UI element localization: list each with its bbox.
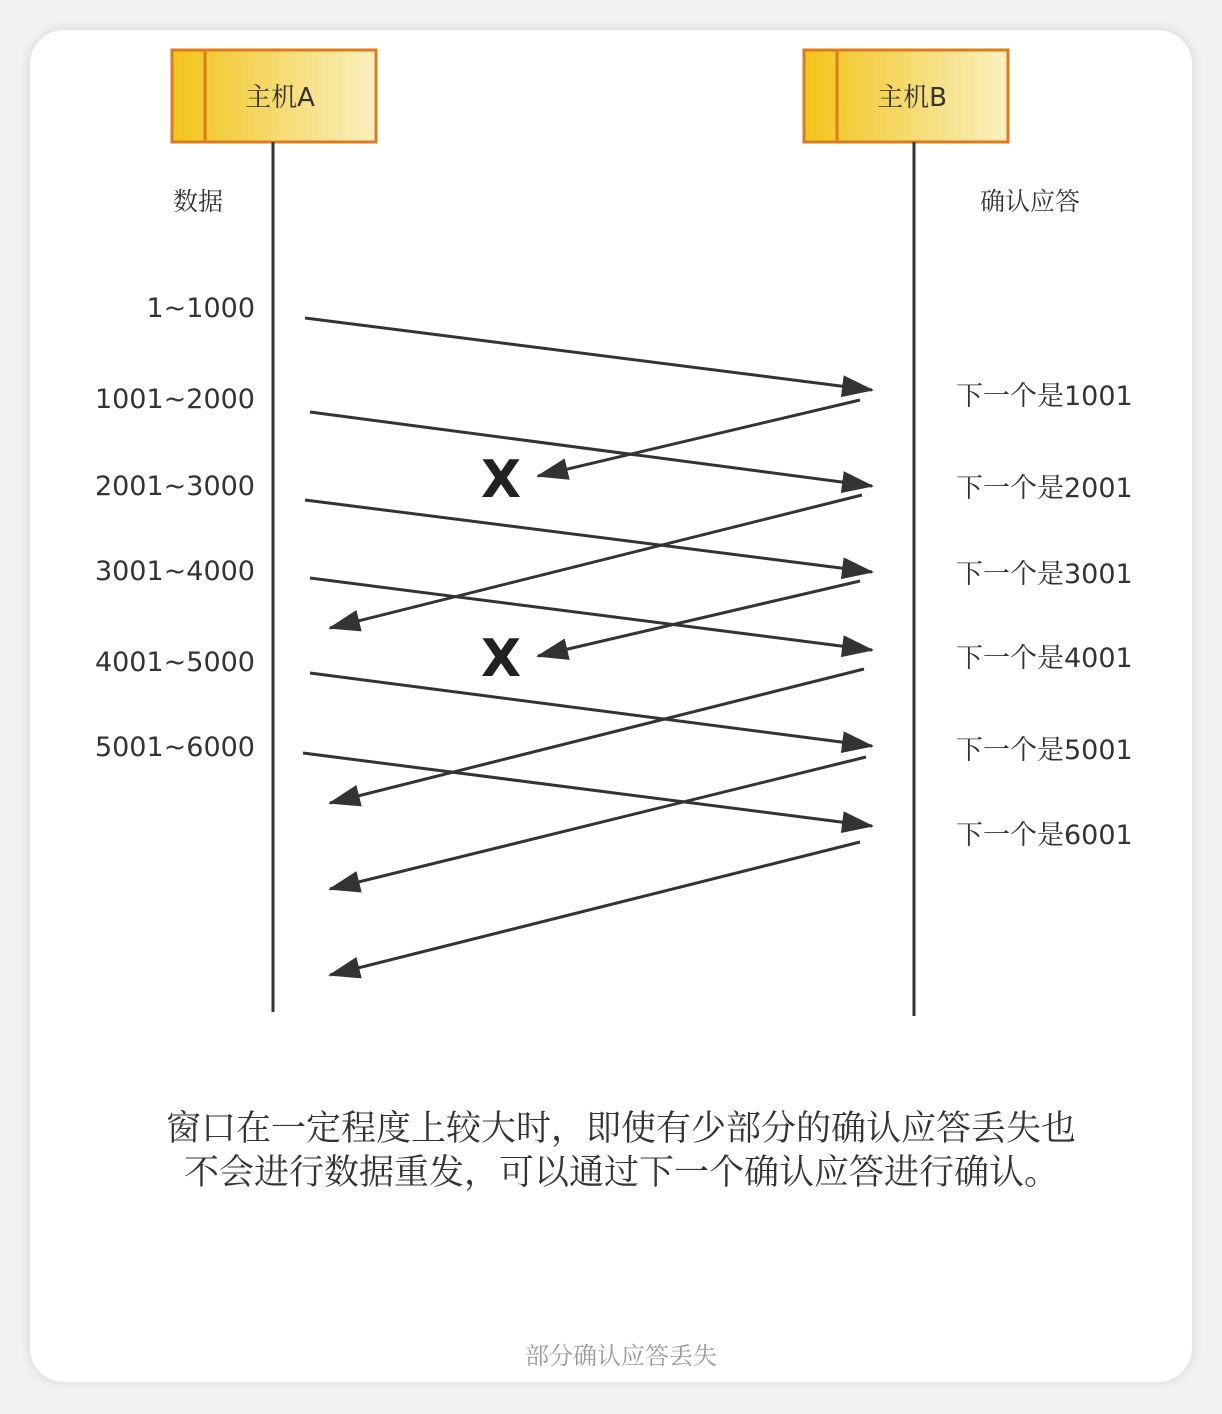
lost-ack-marker: X xyxy=(480,450,522,510)
host-b-box xyxy=(804,50,1008,142)
ack-label: 下一个是2001 xyxy=(956,473,1133,504)
segment-label: 1~1000 xyxy=(146,293,255,324)
ack-arrow xyxy=(330,757,866,889)
segment-labels xyxy=(95,293,255,763)
host-a-label: 主机A xyxy=(245,83,315,113)
segment-label: 4001~5000 xyxy=(94,647,255,678)
ack-labels xyxy=(956,381,1133,851)
lost-markers xyxy=(481,450,521,689)
data-arrow xyxy=(310,578,872,650)
data-arrow xyxy=(305,500,872,572)
ack-label: 下一个是1001 xyxy=(956,381,1133,412)
caption-line-1: 窗口在一定程度上较大时，即使有少部分的确认应答丢失也 xyxy=(166,1109,1077,1149)
ack-label: 下一个是5001 xyxy=(956,735,1133,766)
ack-column-title: 确认应答 xyxy=(979,187,1081,216)
sequence-diagram xyxy=(30,30,1192,1382)
segment-label: 5001~6000 xyxy=(94,732,255,763)
host-a-box xyxy=(172,50,376,142)
host-b-label: 主机B xyxy=(877,83,947,113)
figure-title: 部分确认应答丢失 xyxy=(525,1342,717,1370)
segment-label: 3001~4000 xyxy=(94,556,255,587)
data-arrow xyxy=(305,318,872,390)
lost-ack-marker: X xyxy=(480,629,522,689)
segment-label: 2001~3000 xyxy=(94,471,255,502)
ack-label: 下一个是3001 xyxy=(956,559,1133,590)
data-arrow xyxy=(310,412,872,486)
ack-label: 下一个是4001 xyxy=(956,643,1133,674)
arrows xyxy=(303,318,872,975)
segment-label: 1001~2000 xyxy=(94,384,255,415)
data-arrow xyxy=(310,673,872,746)
figure-card xyxy=(30,30,1192,1382)
data-column-title: 数据 xyxy=(172,187,224,216)
ack-arrow xyxy=(330,842,860,975)
ack-label: 下一个是6001 xyxy=(956,820,1133,851)
lost-ack-arrow xyxy=(538,581,860,656)
caption-line-2: 不会进行数据重发，可以通过下一个确认应答进行确认。 xyxy=(184,1153,1060,1193)
